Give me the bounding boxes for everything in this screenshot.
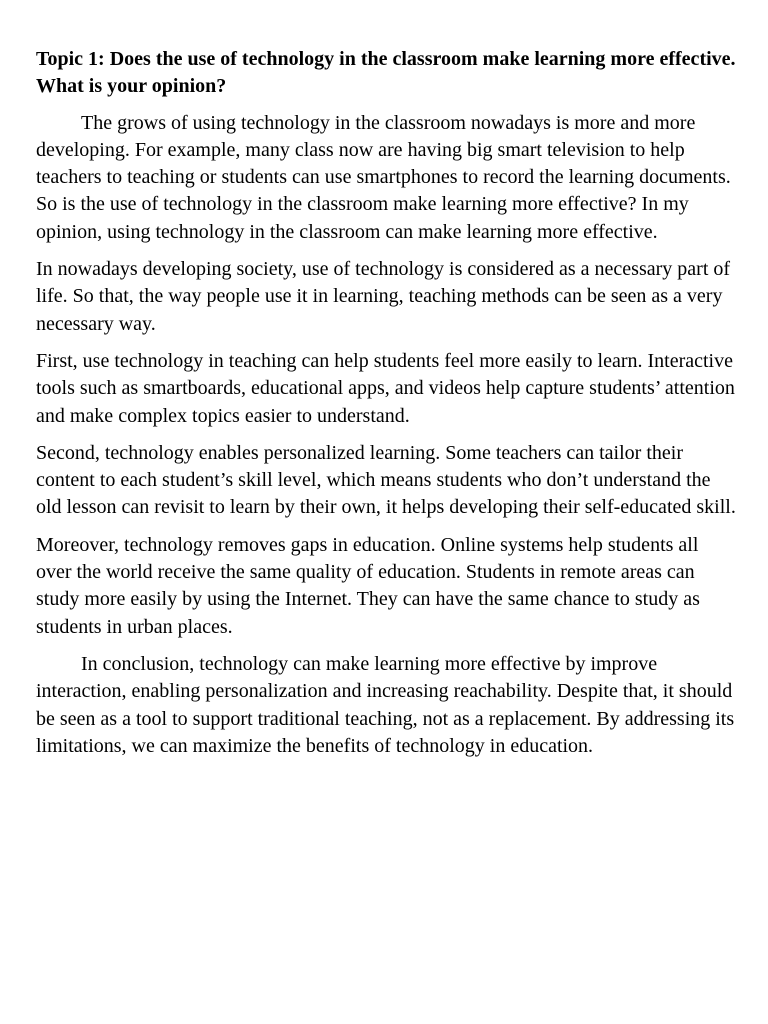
topic-heading: Topic 1: Does the use of technology in the classroom make learning more effective. What is your opinion? [36,48,736,98]
paragraph-third-point: Moreover, technology removes gaps in education. Online systems help students all over the world receive the same quality of education. Students in remote areas can study more easily by using the Internet. They can have the same chance to study as students in urban places. [36,533,700,638]
paragraph-introduction: The grows of using technology in the classroom nowadays is more and more developing. For example, many class now are having big smart television to help teachers to teaching or students can use smartphones to record the learning documents. So is the use of technology in the classroom make learning more effective? In my opinion, using technology in the classroom can make learning more effective. [36,111,731,243]
paragraph-first-point: First, use technology in teaching can help students feel more easily to learn. Interactive tools such as smartboards, educational apps, and videos help capture students’ attention and make complex topics easier to understand. [36,349,735,427]
paragraph-second-point: Second, technology enables personalized learning. Some teachers can tailor their content to each student’s skill level, which means students who don’t understand the old lesson can revisit to learn by their own, it helps developing their self-educated skill. [36,441,736,519]
paragraph-conclusion: In conclusion, technology can make learning more effective by improve interaction, enabling personalization and increasing reachability. Despite that, it should be seen as a tool to support traditional teaching, not as a replacement. By addressing its limitations, we can maximize the benefits of technology in education. [36,652,735,757]
paragraph-context: In nowadays developing society, use of technology is considered as a necessary part of life. So that, the way people use it in learning, teaching methods can be seen as a very necessary way. [36,258,731,335]
